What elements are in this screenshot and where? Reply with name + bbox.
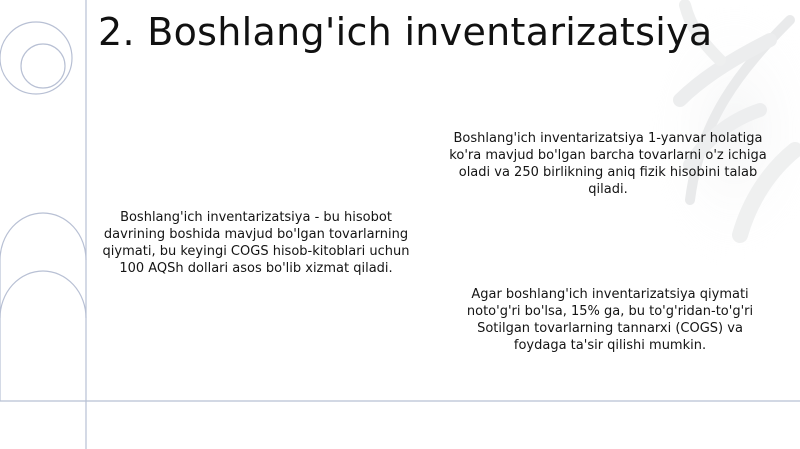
decor-circle-small xyxy=(21,44,65,88)
decor-circle-large xyxy=(0,22,72,94)
text-block-bottom-right: Agar boshlang'ich inventarizatsiya qiymati noto'g'ri bo'lsa, 15% ga, bu to'g'ridan-to'g'ri Sotilgan tovarlarning tannarxi (COGS) va foydaga ta'sir qilishi mumkin. xyxy=(466,287,754,353)
text-block-top-right: Boshlang'ich inventarizatsiya 1-yanvar holatiga ko'ra mavjud bo'lgan barcha tovarlarni o'z ichiga oladi va 250 birlikning aniq fizik hisobini talab qiladi. xyxy=(449,131,767,197)
decor-arch-inner xyxy=(0,271,86,318)
decor-arch-outer xyxy=(0,213,86,260)
text-block-left: Boshlang'ich inventarizatsiya - bu hisobot davrining boshida mavjud bo'lgan tovarlarning qiymati, bu keyingi COGS hisob-kitoblari uchun 100 AQSh dollari asos bo'lib xizmat qiladi. xyxy=(102,210,410,276)
slide-title: 2. Boshlang'ich inventarizatsiya xyxy=(98,10,713,54)
